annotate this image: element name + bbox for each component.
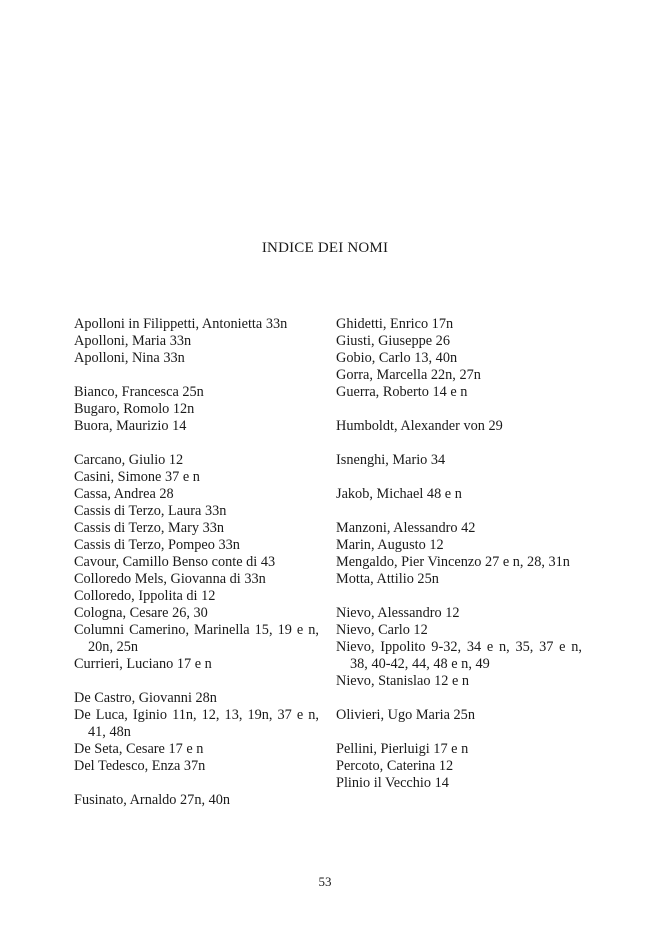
- index-entry: Cologna, Cesare 26, 30: [74, 605, 208, 621]
- index-entry: Bianco, Francesca 25n: [74, 384, 204, 400]
- index-entry: Isnenghi, Mario 34: [336, 452, 446, 468]
- index-group: [336, 707, 582, 724]
- index-group: [336, 520, 582, 588]
- index-entry: Cassa, Andrea 28: [74, 486, 174, 502]
- index-entry: Jakob, Michael 48 e n: [336, 486, 462, 502]
- index-group: [336, 452, 582, 469]
- index-entry: De Luca, Iginio 11n, 12, 13, 19n, 37 e n, 41, 48n: [74, 707, 319, 740]
- index-entry: Pellini, Pierluigi 17 e n: [336, 741, 469, 757]
- index-entry: Colloredo, Ippolita di 12: [74, 588, 216, 604]
- index-entry: Apolloni, Nina 33n: [74, 350, 185, 366]
- index-entry: Giusti, Giuseppe 26: [336, 333, 450, 349]
- index-entry: Humboldt, Alexander von 29: [336, 418, 503, 434]
- index-entry: De Seta, Cesare 17 e n: [74, 741, 204, 757]
- index-entry: Fusinato, Arnaldo 27n, 40n: [74, 792, 231, 808]
- index-entry: Nievo, Carlo 12: [336, 622, 428, 638]
- index-entry: Percoto, Caterina 12: [336, 758, 454, 774]
- page-title: INDICE DEI NOMI: [261, 240, 389, 256]
- index-column-left: [74, 316, 319, 826]
- index-entry: Marin, Augusto 12: [336, 537, 444, 553]
- index-entry: Cassis di Terzo, Pompeo 33n: [74, 537, 240, 553]
- index-group: [336, 486, 582, 503]
- index-group: [336, 316, 582, 401]
- index-entry: Gorra, Marcella 22n, 27n: [336, 367, 481, 383]
- index-group: [74, 792, 319, 809]
- index-group: [74, 316, 319, 367]
- index-column-right: [336, 316, 582, 809]
- index-entry: Cassis di Terzo, Laura 33n: [74, 503, 227, 519]
- index-entry: Plinio il Vecchio 14: [336, 775, 449, 791]
- index-entry: Bugaro, Romolo 12n: [74, 401, 195, 417]
- index-entry: Buora, Maurizio 14: [74, 418, 187, 434]
- index-entry: Guerra, Roberto 14 e n: [336, 384, 468, 400]
- index-entry: Nievo, Ippolito 9-32, 34 e n, 35, 37 e n, 38, 40-42, 44, 48 e n, 49: [336, 639, 582, 672]
- index-entry: Ghidetti, Enrico 17n: [336, 316, 454, 332]
- page-number: 53: [318, 874, 332, 889]
- index-entry: Nievo, Alessandro 12: [336, 605, 460, 621]
- index-entry: Apolloni in Filippetti, Antonietta 33n: [74, 316, 288, 332]
- index-entry: Mengaldo, Pier Vincenzo 27 e n, 28, 31n: [336, 554, 570, 570]
- index-group: [74, 384, 319, 435]
- index-group: [74, 690, 319, 775]
- index-entry: Nievo, Stanislao 12 e n: [336, 673, 470, 689]
- index-group: [336, 418, 582, 435]
- index-entry: Motta, Attilio 25n: [336, 571, 439, 587]
- index-entry: Gobio, Carlo 13, 40n: [336, 350, 458, 366]
- index-group: [74, 452, 319, 673]
- index-entry: Del Tedesco, Enza 37n: [74, 758, 206, 774]
- index-entry: Manzoni, Alessandro 42: [336, 520, 476, 536]
- index-entry: Casini, Simone 37 e n: [74, 469, 200, 485]
- index-group: [336, 741, 582, 792]
- index-entry: De Castro, Giovanni 28n: [74, 690, 217, 706]
- index-entry: Cavour, Camillo Benso conte di 43: [74, 554, 276, 570]
- index-group: [336, 605, 582, 690]
- index-entry: Olivieri, Ugo Maria 25n: [336, 707, 475, 723]
- index-entry: Currieri, Luciano 17 e n: [74, 656, 212, 672]
- index-entry: Columni Camerino, Marinella 15, 19 e n, 20n, 25n: [74, 622, 319, 655]
- index-entry: Apolloni, Maria 33n: [74, 333, 192, 349]
- index-entry: Colloredo Mels, Giovanna di 33n: [74, 571, 266, 587]
- index-entry: Cassis di Terzo, Mary 33n: [74, 520, 225, 536]
- index-entry: Carcano, Giulio 12: [74, 452, 184, 468]
